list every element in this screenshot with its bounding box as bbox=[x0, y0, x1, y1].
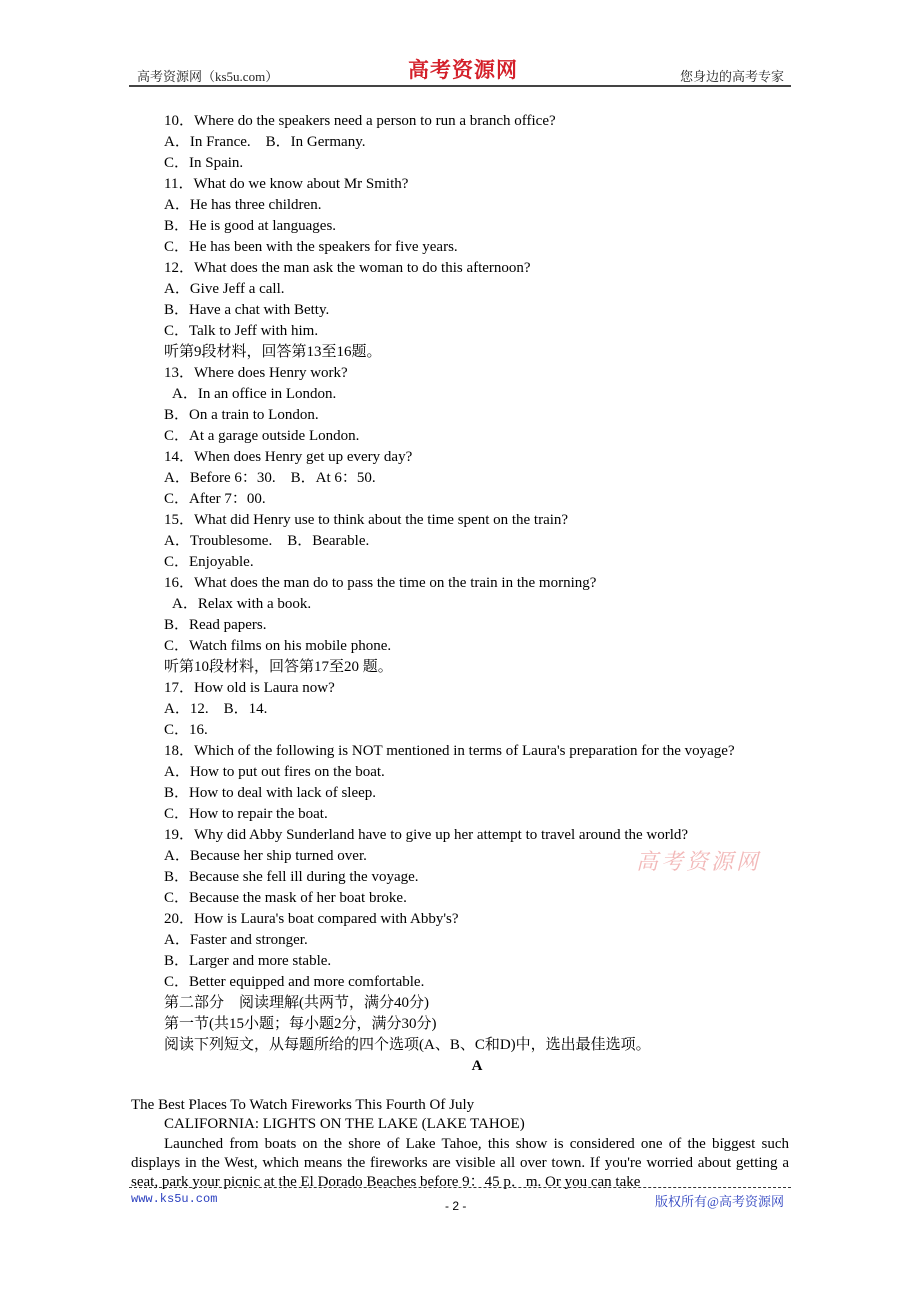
option-line: A．Before 6：30. B．At 6：50. bbox=[164, 470, 376, 486]
page-number: - 2 - bbox=[445, 1199, 467, 1213]
header-slogan: 您身边的高考专家 bbox=[679, 69, 784, 84]
option-line: C．Talk to Jeff with him. bbox=[164, 323, 319, 339]
watermark: 高考资源网 bbox=[636, 849, 762, 874]
question-line: 13．Where does Henry work? bbox=[164, 365, 348, 381]
option-line: A．Faster and stronger. bbox=[164, 932, 308, 948]
option-line: C．Watch films on his mobile phone. bbox=[164, 638, 392, 654]
question-list bbox=[164, 111, 790, 1077]
footer-copyright: 版权所有@高考资源网 bbox=[655, 1194, 784, 1209]
header-divider bbox=[129, 85, 791, 87]
instruction-line: 听第9段材料，回答第13至16题。 bbox=[164, 344, 382, 360]
instruction-line: 第一节(共15小题；每小题2分，满分30分) bbox=[164, 1016, 437, 1032]
instruction-line: 阅读下列短文，从每题所给的四个选项(A、B、C和D)中，选出最佳选项。 bbox=[164, 1037, 651, 1053]
option-line: A．In an office in London. bbox=[172, 386, 337, 402]
option-line: A．Troublesome. B．Bearable. bbox=[164, 533, 370, 549]
option-line: C．Better equipped and more comfortable. bbox=[164, 974, 425, 990]
option-line: A．He has three children. bbox=[164, 197, 322, 213]
instruction-line: 第二部分 阅读理解(共两节，满分40分) bbox=[164, 995, 429, 1011]
question-line: 14．When does Henry get up every day? bbox=[164, 449, 413, 465]
option-line: C．16. bbox=[164, 722, 208, 738]
question-line: 10．Where do the speakers need a person to run a branch office? bbox=[164, 113, 556, 129]
option-line: B．On a train to London. bbox=[164, 407, 319, 423]
reading-passage bbox=[131, 1096, 789, 1192]
option-line: A．In France. B．In Germany. bbox=[164, 134, 366, 150]
question-line: 12．What does the man ask the woman to do this afternoon? bbox=[164, 260, 531, 276]
header-logo: 高考资源网 bbox=[408, 58, 518, 82]
option-line: B．Larger and more stable. bbox=[164, 953, 332, 969]
option-line: C．Enjoyable. bbox=[164, 554, 254, 570]
passage-subtitle: CALIFORNIA: LIGHTS ON THE LAKE (LAKE TAHOE) bbox=[164, 1116, 525, 1133]
header-site-name: 高考资源网（ks5u.com） bbox=[137, 69, 279, 84]
question-line: 16．What does the man do to pass the time on the train in the morning? bbox=[164, 575, 597, 591]
passage-title: The Best Places To Watch Fireworks This Fourth Of July bbox=[131, 1097, 475, 1113]
footer-divider bbox=[129, 1187, 791, 1188]
question-line: 15．What did Henry use to think about the time spent on the train? bbox=[164, 512, 569, 528]
option-line: A．12. B．14. bbox=[164, 701, 268, 717]
footer-url[interactable]: www.ks5u.com bbox=[131, 1192, 218, 1206]
question-line: 11．What do we know about Mr Smith? bbox=[164, 176, 409, 192]
option-line: A．Give Jeff a call. bbox=[164, 281, 285, 297]
question-line: 19．Why did Abby Sunderland have to give up her attempt to travel around the world? bbox=[164, 827, 689, 843]
option-line: A．Relax with a book. bbox=[172, 596, 312, 612]
question-line: 20．How is Laura's boat compared with Abby's? bbox=[164, 911, 459, 927]
option-line: B．How to deal with lack of sleep. bbox=[164, 785, 377, 801]
instruction-line: A bbox=[471, 1058, 483, 1074]
option-line: C．He has been with the speakers for five years. bbox=[164, 239, 458, 255]
option-line: A．How to put out fires on the boat. bbox=[164, 764, 385, 780]
option-line: C．Because the mask of her boat broke. bbox=[164, 890, 407, 906]
option-line: B．Read papers. bbox=[164, 617, 267, 633]
passage-paragraph: Launched from boats on the shore of Lake Tahoe, this show is considered one of the biggest such displays in the West, which means the fireworks are visible all over town. If you're worried about getting a seat, park your picnic at the El Dorado Beaches before 9：45 p．m. Or you can take bbox=[131, 1135, 789, 1191]
option-line: C．In Spain. bbox=[164, 155, 244, 171]
option-line: C．How to repair the boat. bbox=[164, 806, 328, 822]
option-line: B．Have a chat with Betty. bbox=[164, 302, 330, 318]
option-line: B．Because she fell ill during the voyage. bbox=[164, 869, 419, 885]
instruction-line: 听第10段材料，回答第17至20 题。 bbox=[164, 659, 393, 675]
question-line: 18．Which of the following is NOT mentioned in terms of Laura's preparation for the voyage? bbox=[164, 743, 735, 759]
option-line: B．He is good at languages. bbox=[164, 218, 337, 234]
question-line: 17．How old is Laura now? bbox=[164, 680, 335, 696]
option-line: C．After 7：00. bbox=[164, 491, 266, 507]
option-line: C．At a garage outside London. bbox=[164, 428, 360, 444]
option-line: A．Because her ship turned over. bbox=[164, 848, 367, 864]
